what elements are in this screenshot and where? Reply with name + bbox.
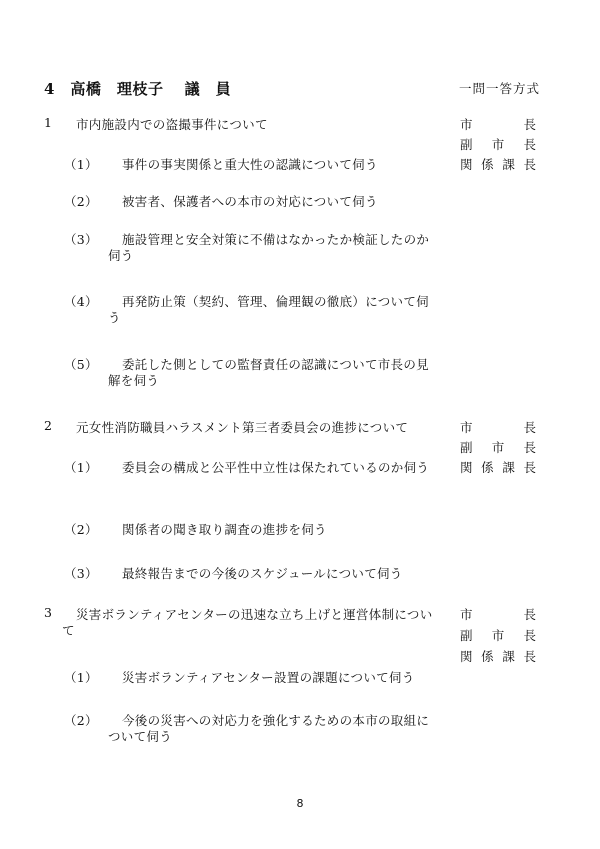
sub-question-continuation: ついて伺う [108,729,173,744]
question-title-continuation: て [62,623,75,638]
respondent-label: 副 市 長 [460,440,536,455]
respondent-label: 市 長 [460,420,536,435]
sub-question-text: 事件の事実関係と重大性の認識について伺う [122,157,378,172]
respondent-mayor [460,418,536,436]
sub-question-number: （1） [64,157,98,172]
respondent-deputy-mayor [460,135,536,153]
question-format: 一問一答方式 [459,81,541,96]
sub-question-number: （3） [64,566,98,581]
sub-question-continuation: 解を伺う [108,373,160,388]
respondent-label: 関 係 課 長 [460,157,536,172]
respondent-mayor [460,605,536,623]
question-title: 災害ボランティアセンターの迅速な立ち上げと運営体制につい [76,607,433,622]
respondent-label: 副 市 長 [460,137,536,152]
sub-question-number: （4） [64,294,98,309]
sub-question-continuation: う [108,310,121,325]
respondent-deputy-mayor [460,438,536,456]
question-number: 1 [44,115,53,130]
sub-question-number: （2） [64,522,98,537]
sub-question-text: 被害者、保護者への本市の対応について伺う [122,194,378,209]
question-number: 3 [44,605,53,620]
respondent-section-chief [460,647,536,665]
question-number: 2 [44,418,53,433]
sub-question-continuation: 伺う [108,248,134,263]
sub-question-text: 再発防止策（契約、管理、倫理観の徹底）について伺 [122,294,429,309]
sub-question-number: （5） [64,357,98,372]
page-number: 8 [296,797,304,810]
sub-question-text: 施設管理と安全対策に不備はなかったか検証したのか [122,232,430,247]
respondent-label: 関 係 課 長 [460,649,536,664]
sub-question-number: （2） [64,194,98,209]
respondent-section-chief [460,458,536,476]
respondent-deputy-mayor [460,626,536,644]
member-heading: 4 高橋 理枝子 議 員 [44,80,232,98]
respondent-section-chief [460,155,536,173]
sub-question-text: 最終報告までの今後のスケジュールについて伺う [122,566,403,581]
sub-question-text: 関係者の聞き取り調査の進捗を伺う [122,522,327,537]
sub-question-number: （1） [64,460,98,475]
sub-question-text: 委託した側としての監督責任の認識について市長の見 [122,357,429,372]
respondent-label: 副 市 長 [460,628,536,643]
respondent-mayor [460,115,536,133]
sub-question-text: 今後の災害への対応力を強化するための本市の取組に [122,713,430,728]
sub-question-number: （3） [64,232,98,247]
sub-question-text: 委員会の構成と公平性中立性は保たれているのか伺う [122,460,430,475]
sub-question-text: 災害ボランティアセンター設置の課題について伺う [122,670,415,685]
sub-question-number: （2） [64,713,98,728]
question-title: 元女性消防職員ハラスメント第三者委員会の進捗について [76,420,409,435]
sub-question-number: （1） [64,670,98,685]
respondent-label: 市 長 [460,117,536,132]
question-title: 市内施設内での盗撮事件について [76,117,268,132]
respondent-label: 市 長 [460,607,536,622]
respondent-label: 関 係 課 長 [460,460,536,475]
